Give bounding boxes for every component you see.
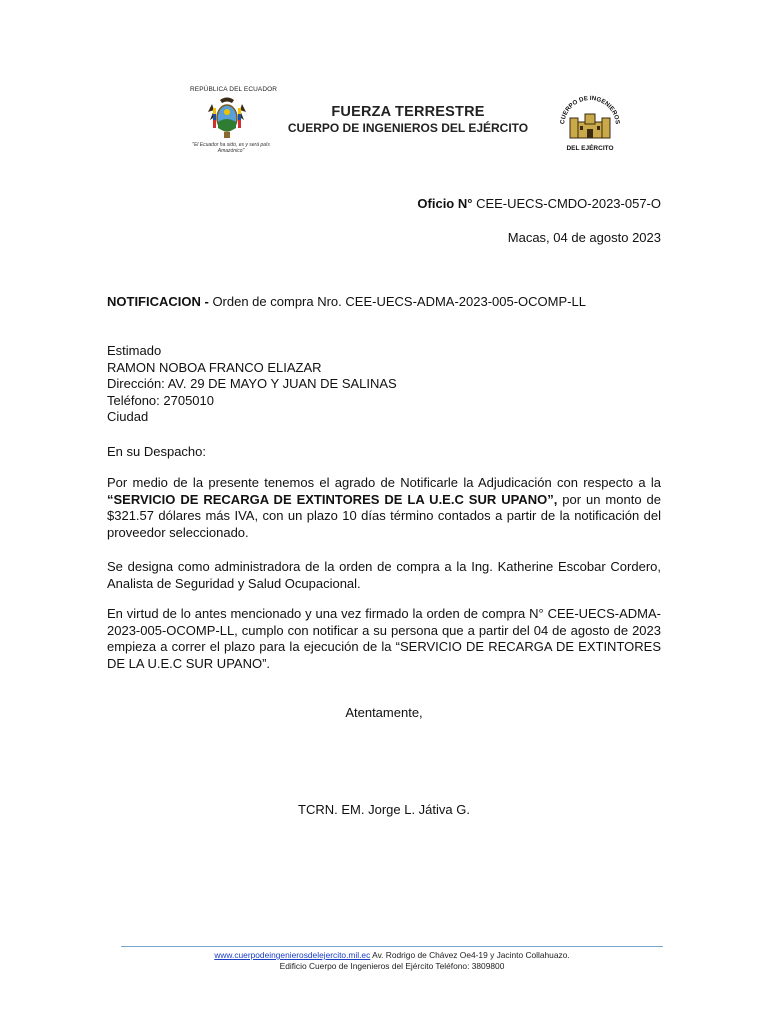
despacho-line: En su Despacho:: [107, 444, 207, 459]
recipient-address: Dirección: AV. 29 DE MAYO Y JUAN DE SALINAS: [107, 376, 397, 391]
subject-text: Orden de compra Nro. CEE-UECS-ADMA-2023-005-OCOMP-LL: [208, 294, 586, 309]
service-name: “SERVICIO DE RECARGA DE EXTINTORES DE LA U.E.C SUR UPANO”,: [107, 491, 558, 507]
republic-label: REPÚBLICA DEL ECUADOR: [190, 86, 278, 93]
salutation: Estimado: [107, 343, 162, 358]
recipient-city: Ciudad: [107, 409, 149, 424]
footer: [121, 950, 663, 972]
place-date: Macas, 04 de agosto 2023: [507, 230, 661, 245]
oficio-number: CEE-UECS-CMDO-2023-057-O: [472, 196, 661, 211]
footer-line-2: Edificio Cuerpo de Ingenieros del Ejército Teléfono: 3809800: [279, 961, 505, 971]
paragraph-adjudication: [107, 475, 661, 541]
organization-title: FUERZA TERRESTRE: [331, 104, 485, 120]
letterhead-titles: [268, 104, 548, 135]
footer-divider: [121, 946, 663, 947]
emblem-top-text: CUERPO DE INGENIEROS: [559, 94, 621, 125]
paragraph-administrator: Se designa como administradora de la orden de compra a la Ing. Katherine Escobar Cordero, Analista de Seguridad y Salud Ocupacional.: [107, 559, 661, 591]
subject-line: [107, 294, 667, 311]
recipient-phone: Teléfono: 2705010: [107, 392, 214, 408]
coat-of-arms-icon: [204, 94, 250, 140]
footer-line-1: [121, 950, 663, 961]
closing: Atentamente,: [345, 705, 423, 720]
ecuador-coat-of-arms: [180, 80, 280, 160]
oficio-label: Oficio N°: [417, 196, 473, 211]
emblem-bottom-text: DEL EJÉRCITO: [566, 145, 614, 152]
subject-label: NOTIFICACION -: [107, 294, 209, 309]
paragraph-1-end: por un monto de $321.57 dólares más IVA, con un plazo 10 días término contados a partir de la notificación del proveedor seleccionado.: [107, 491, 661, 540]
oficio-reference: [380, 196, 661, 213]
recipient-block: [107, 343, 667, 426]
paragraph-notification: En virtud de lo antes mencionado y una vez firmado la orden de compra N° CEE-UECS-ADMA-2023-005-OCOMP-LL, cumplo con notificar a su persona que a partir del 04 de agosto de 2023 empieza a correr el plazo para la ejecución de la “SERVICIO DE RECARGA DE EXTINTORES DE LA U.E.C SUR UPANO”.: [107, 606, 661, 671]
engineers-corps-emblem-icon: [556, 92, 624, 156]
letterhead: [180, 80, 640, 170]
footer-address: Av. Rodrigo de Chávez Oe4-19 y Jacinto Collahuazo.: [370, 950, 570, 960]
recipient-name: RAMON NOBOA FRANCO ELIAZAR: [107, 359, 322, 375]
emblem-motto: "El Ecuador ha sido, es y será país Amazónico": [192, 142, 270, 154]
paragraph-1-start: Por medio de la presente tenemos el agrado de Notificarle la Adjudicación con respecto a la: [107, 475, 661, 490]
signatory: TCRN. EM. Jorge L. Játiva G.: [298, 802, 470, 817]
organization-subtitle: CUERPO DE INGENIEROS DEL EJÉRCITO: [287, 121, 529, 135]
website-link[interactable]: www.cuerpodeingenierosdelejercito.mil.ec: [214, 950, 371, 960]
